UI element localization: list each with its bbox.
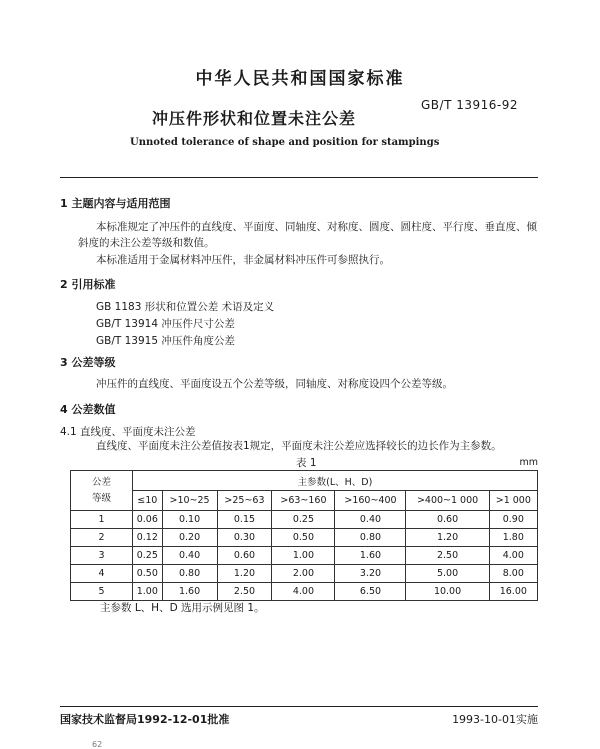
section-4-1-para: 直线度、平面度未注公差值按表1规定，平面度未注公差应选择较长的边长作为主参数。	[96, 440, 502, 452]
section-2-heading: 2 引用标准	[60, 278, 116, 291]
value-cell: 6.50	[335, 583, 406, 601]
column-header: ≤10	[133, 491, 163, 511]
grade-cell: 3	[71, 547, 133, 565]
table-row	[71, 583, 538, 601]
table-unit: mm	[519, 457, 538, 468]
value-cell: 16.00	[489, 583, 537, 601]
value-cell: 0.10	[162, 511, 217, 529]
grade-cell: 2	[71, 529, 133, 547]
approval-date: 国家技术监督局1992-12-01批准	[60, 713, 230, 726]
header-divider	[60, 177, 538, 178]
value-cell: 0.25	[272, 511, 335, 529]
tolerance-table	[70, 470, 538, 601]
value-cell: 0.60	[217, 547, 272, 565]
table-row	[71, 547, 538, 565]
value-cell: 0.06	[133, 511, 163, 529]
value-cell: 0.12	[133, 529, 163, 547]
value-cell: 10.00	[406, 583, 489, 601]
implementation-date: 1993-10-01实施	[452, 713, 538, 726]
page-number: 62	[92, 740, 103, 749]
column-header: >400~1 000	[406, 491, 489, 511]
column-header: >63~160	[272, 491, 335, 511]
value-cell: 1.80	[489, 529, 537, 547]
table-row	[71, 529, 538, 547]
value-cell: 3.20	[335, 565, 406, 583]
grade-header-cell	[71, 471, 133, 511]
reference-item: GB/T 13915 冲压件角度公差	[96, 335, 235, 347]
column-header: >1 000	[489, 491, 537, 511]
value-cell: 1.00	[272, 547, 335, 565]
doc-title-zh: 冲压件形状和位置未注公差	[152, 109, 357, 128]
doc-title-en: Unnoted tolerance of shape and position for stampings	[130, 137, 440, 148]
table-row	[71, 565, 538, 583]
value-cell: 0.50	[272, 529, 335, 547]
value-cell: 0.20	[162, 529, 217, 547]
grade-cell: 4	[71, 565, 133, 583]
value-cell: 0.80	[335, 529, 406, 547]
grade-header-label: 公差	[91, 476, 111, 488]
column-header: >25~63	[217, 491, 272, 511]
value-cell: 1.20	[406, 529, 489, 547]
footer-divider	[60, 706, 538, 707]
value-cell: 4.00	[272, 583, 335, 601]
value-cell: 0.50	[133, 565, 163, 583]
section-4-1-heading: 4.1 直线度、平面度未注公差	[60, 426, 196, 438]
value-cell: 0.25	[133, 547, 163, 565]
value-cell: 4.00	[489, 547, 537, 565]
value-cell: 0.15	[217, 511, 272, 529]
value-cell: 8.00	[489, 565, 537, 583]
column-header: >10~25	[162, 491, 217, 511]
value-cell: 5.00	[406, 565, 489, 583]
section-4-heading: 4 公差数值	[60, 403, 116, 416]
value-cell: 2.00	[272, 565, 335, 583]
table-row	[71, 511, 538, 529]
section-3-heading: 3 公差等级	[60, 356, 116, 369]
org-title: 中华人民共和国国家标准	[195, 69, 405, 89]
section-1-heading: 1 主题内容与适用范围	[60, 197, 171, 210]
standard-code: GB/T 13916-92	[421, 98, 518, 112]
value-cell: 0.90	[489, 511, 537, 529]
column-header: >160~400	[335, 491, 406, 511]
grade-cell: 5	[71, 583, 133, 601]
value-cell: 1.60	[335, 547, 406, 565]
value-cell: 2.50	[217, 583, 272, 601]
main-parameter-header: 主参数(L、H、D)	[133, 471, 538, 491]
grade-header-label: 等级	[91, 492, 111, 504]
value-cell: 0.80	[162, 565, 217, 583]
value-cell: 2.50	[406, 547, 489, 565]
value-cell: 1.20	[217, 565, 272, 583]
value-cell: 0.60	[406, 511, 489, 529]
value-cell: 1.60	[162, 583, 217, 601]
parameter-note: 主参数 L、H、D 选用示例见图 1。	[100, 602, 265, 614]
value-cell: 1.00	[133, 583, 163, 601]
table-caption: 表 1	[296, 457, 317, 469]
section-1-para1: 本标准规定了冲压件的直线度、平面度、同轴度、对称度、圆度、圆柱度、平行度、垂直度、倾斜度的未注公差等级和数值。	[78, 221, 537, 249]
value-cell: 0.40	[162, 547, 217, 565]
section-1-para2: 本标准适用于金属材料冲压件，非金属材料冲压件可参照执行。	[96, 254, 390, 266]
reference-item: GB/T 13914 冲压件尺寸公差	[96, 318, 235, 330]
section-3-para: 冲压件的直线度、平面度设五个公差等级，同轴度、对称度设四个公差等级。	[96, 378, 453, 390]
value-cell: 0.40	[335, 511, 406, 529]
value-cell: 0.30	[217, 529, 272, 547]
reference-item: GB 1183 形状和位置公差 术语及定义	[96, 301, 275, 313]
grade-cell: 1	[71, 511, 133, 529]
